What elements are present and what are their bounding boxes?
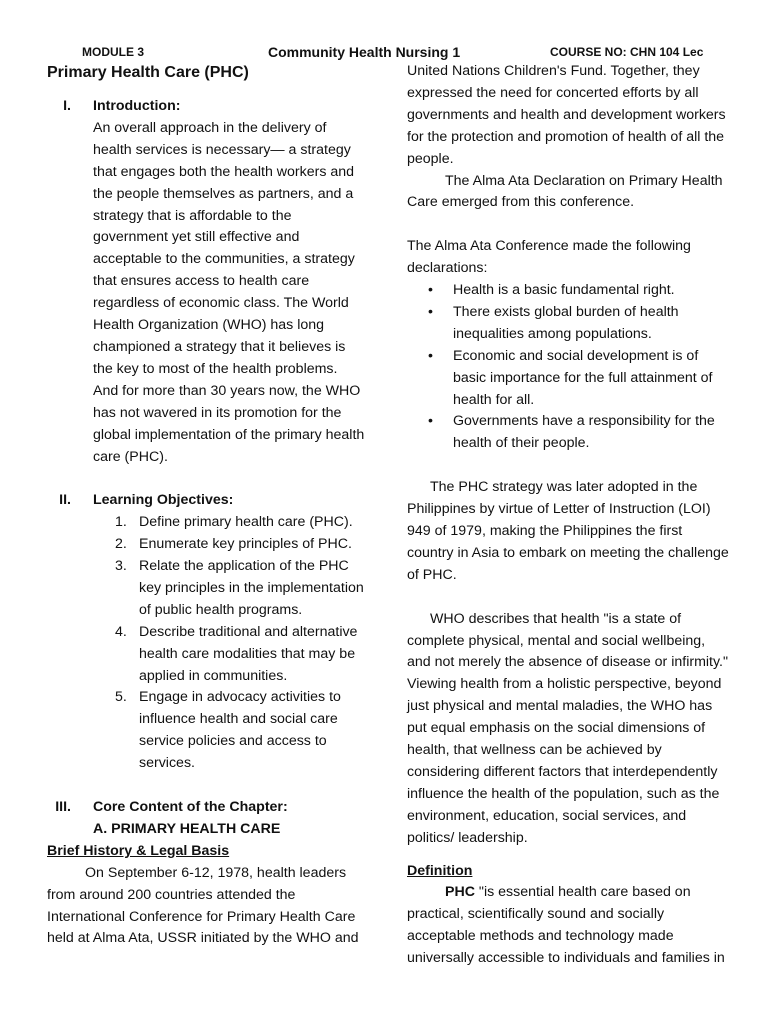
definition-paragraph — [407, 882, 729, 970]
declarations-list — [407, 280, 729, 455]
left-column — [47, 61, 365, 950]
list-item: 1. Define primary health care (PHC). — [115, 514, 353, 531]
definition-term: PHC — [445, 884, 475, 901]
section-heading: Introduction: — [93, 98, 181, 114]
history-paragraph-3: The Alma Ata Conference made the following declarations: — [407, 238, 691, 277]
history-paragraph-5: WHO describes that health "is a state of complete physical, mental and social wellbeing, and not merely the absence of disease or infirmity." Viewing health from a holistic perspective, beyond just physical and mental maladies, the WHO has put equal emphasis on the social dimensions of health, that wellness can be achieved by considering different factors that interdependently influence the health of the population, such as the environment, education, social services, and politics/ leadership. — [407, 610, 728, 846]
section-heading: Core Content of the Chapter: — [93, 798, 288, 815]
history-paragraph-2: The Alma Ata Declaration on Primary Health Care emerged from this conference. — [407, 172, 723, 211]
section-introduction — [47, 96, 365, 468]
section-number: III. — [55, 798, 71, 815]
section-heading: Learning Objectives: — [93, 492, 234, 509]
objectives-list — [93, 512, 365, 775]
definition-text: "is essential health care based on practical, scientifically sound and socially acceptable methods and technology made universally accessible to individuals and families in — [407, 884, 725, 967]
section-number: I. — [63, 98, 71, 114]
list-item: • Governments have a responsibility for the health of their people. — [428, 413, 715, 452]
subsection-heading: A. PRIMARY HEALTH CARE — [93, 820, 281, 837]
history-paragraph-1-continued: United Nations Children's Fund. Together, they expressed the need for concerted efforts by all governments and health and development workers for the protection and promotion of health of all the people. — [407, 63, 726, 167]
section-core-content — [47, 797, 365, 841]
document-title: Primary Health Care (PHC) — [47, 64, 249, 81]
list-item: 2. Enumerate key principles of PHC. — [115, 536, 352, 553]
history-heading: Brief History & Legal Basis — [47, 842, 230, 859]
history-paragraph-1: On September 6-12, 1978, health leaders from around 200 countries attended the International Conference for Primary Health Care held at Alma Ata, USSR initiated by the WHO and — [47, 864, 359, 947]
list-item: 3. Relate the application of the PHC key principles in the implementation of public health programs. — [115, 558, 364, 618]
list-item: • Economic and social development is of basic importance for the full attainment of health for all. — [428, 347, 713, 408]
intro-paragraph: An overall approach in the delivery of health services is necessary— a strategy that engages both the health workers and the people themselves as partners, and a strategy that is affordable to the government yet still effective and acceptable to the communities, a strategy that ensures access to health care regardless of economic class. The World Health Organization (WHO) has long championed a strategy that it believes is the key to most of the health problems. And for more than 30 years now, the WHO has not wavered in its promotion for the global implementation of the primary health care (PHC). — [93, 119, 365, 465]
list-item: 5. Engage in advocacy activities to influence health and social care service policies and access to services. — [115, 689, 341, 772]
right-column — [407, 61, 729, 970]
section-number: II. — [59, 492, 71, 509]
list-item: • There exists global burden of health inequalities among populations. — [428, 303, 679, 342]
header-course-no: COURSE NO: CHN 104 Lec — [550, 45, 704, 59]
list-item: • Health is a basic fundamental right. — [428, 282, 675, 299]
definition-heading: Definition — [407, 862, 473, 879]
section-objectives — [47, 490, 365, 775]
header-course-title: Community Health Nursing 1 — [268, 44, 461, 60]
history-paragraph-4: The PHC strategy was later adopted in the Philippines by virtue of Letter of Instruction (LOI) 949 of 1979, making the Philippines the first country in Asia to embark on meeting the challenge of PHC. — [407, 479, 729, 583]
list-item: 4. Describe traditional and alternative health care modalities that may be applied in communities. — [115, 623, 358, 684]
header-module: MODULE 3 — [82, 45, 145, 59]
